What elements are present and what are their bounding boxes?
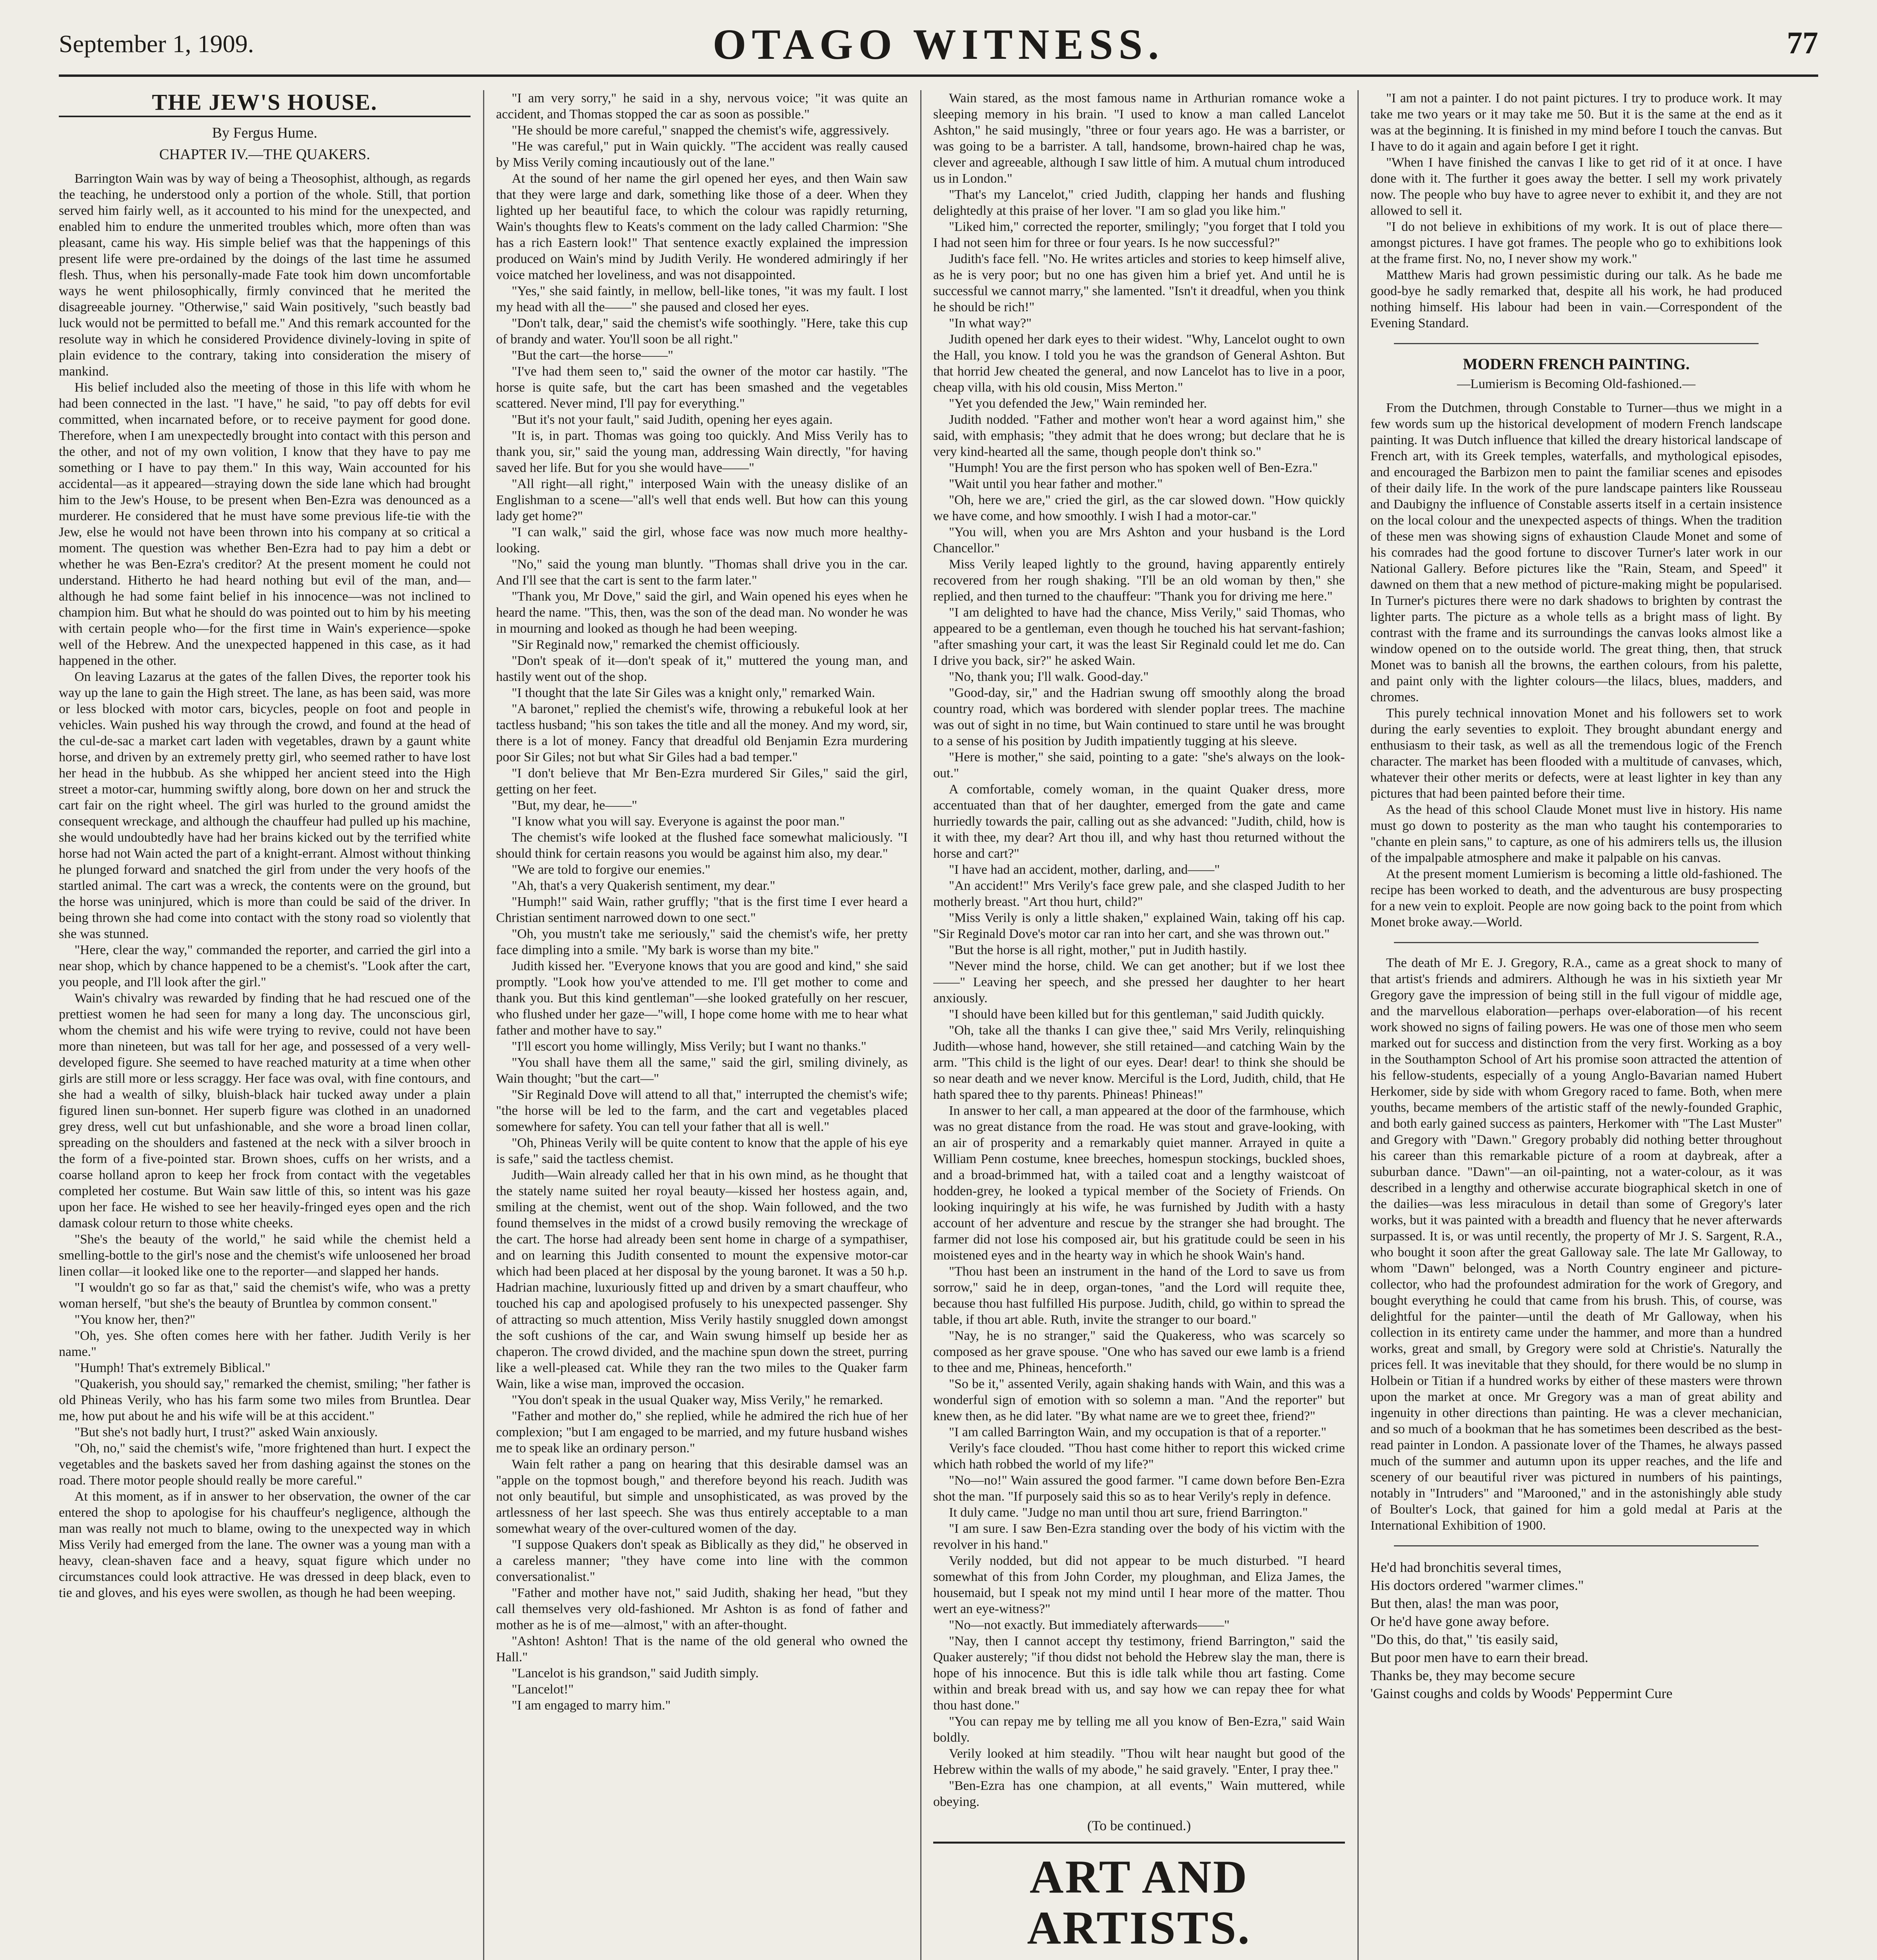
paragraph: "It is, in part. Thomas was going too quickly. And Miss Verily has to thank you, sir," said the young man, addressing Wain directly, "for having saved her life. But for you she would have——" bbox=[496, 428, 908, 475]
paragraph: "You can repay me by telling me all you know of Ben-Ezra," said Wain boldly. bbox=[933, 1714, 1345, 1745]
paragraph: This purely technical innovation Monet and his followers set to work during the early seventies to exploit. They brought abundant energy and enthusiasm to their task, as well as all the tremendous logic of the French character. The market has been flooded with a multitude of canvases, which, whatever their other merits or defects, were at least lighter in key than any pictures that had been painted before their time. bbox=[1370, 706, 1782, 801]
column-divider bbox=[1357, 90, 1359, 1960]
paragraph: "I'll escort you home willingly, Miss Verily; but I want no thanks." bbox=[512, 1039, 867, 1054]
newspaper-title: OTAGO WITNESS. bbox=[712, 20, 1165, 68]
paragraph: "Father and mother have not," said Judith, shaking her head, "but they call themselves very old-fashioned. Mr Ashton is as fond of father and mother as he is of me—almost," with an after-thought. bbox=[496, 1586, 908, 1632]
paragraph: "Ben-Ezra has one champion, at all events," Wain muttered, while obeying. bbox=[933, 1779, 1345, 1809]
paragraph: "Oh, take all the thanks I can give thee," said Mrs Verily, relinquishing Judith—whose hand, however, she still retained—and catching Wain by the arm. "This child is the light of our eyes. Dear! dear! to think she should be so near death and we never know. Merciful is the Lord, Judith, child, that He hath spared thee to thy parents. Phineas! Phineas!" bbox=[933, 1023, 1345, 1102]
section-rule bbox=[1394, 942, 1759, 943]
paragraph: "I don't believe that Mr Ben-Ezra murdered Sir Giles," said the girl, getting on her feet. bbox=[496, 766, 908, 797]
paragraph: "He was careful," put in Wain quickly. "The accident was really caused by Miss Verily coming incautiously out of the lane." bbox=[496, 139, 908, 170]
story-author: By Fergus Hume. bbox=[212, 125, 318, 141]
poem-line: But poor men have to earn their bread. bbox=[1370, 1650, 1588, 1665]
paragraph: As the head of this school Claude Monet must live in history. His name must go down to posterity as the man who taught his contemporaries to "chante en plein sans," to capture, as one of his admirers tells us, the illusion of the impalpable atmosphere and make it palpable on his canvas. bbox=[1370, 802, 1782, 865]
paragraph: "Here is mother," she said, pointing to a gate: "she's always on the look-out." bbox=[933, 750, 1345, 780]
paragraph: "No, thank you; I'll walk. Good-day." bbox=[949, 670, 1149, 684]
paragraph: "Yes," she said faintly, in mellow, bell-like tones, "it was my fault. I lost my head with all the——" she paused and closed her eyes. bbox=[496, 284, 908, 314]
paragraph: "Miss Verily is only a little shaken," explained Wain, taking off his cap. "Sir Reginald Dove's motor car ran into her cart, and she was thrown out." bbox=[933, 911, 1345, 941]
to-be-continued: (To be continued.) bbox=[1087, 1818, 1191, 1833]
paragraph: "Nay, then I cannot accept thy testimony, friend Barrington," said the Quaker austerely; "if thou didst not behold the Hebrew slay the man, there is hope of his innocence. But this is idle talk while thou art fasting. Come within and break bread with us, and say how we can repay thee for what thou hast done." bbox=[933, 1634, 1345, 1713]
paragraph: Judith—Wain already called her that in his own mind, as he thought that the stately name suited her royal beauty—kissed her hostess again, and, smiling at the chemist, went out of the shop. Wain followed, and the two found themselves in the midst of a crowd busily removing the wreckage of the cart. The horse had already been sent home in charge of a sympathiser, and on learning this Judith consented to mount the expensive motor-car which had been placed at her disposal by the young baronet. It was a 50 h.p. Hadrian machine, luxuriously fitted up and driven by a smart chauffeur, who touched his cap and apologised profusely to his unexpected passenger. Shy of attracting so much attention, Miss Verily hastily snuggled down amongst the soft cushions of the car, and Wain swung himself up beside her as chaperon. The crowd divided, and the machine spun down the street, purring like a well-pleased cat. While they ran the two miles to the Quaker farm Wain, like a wise man, improved the occasion. bbox=[496, 1168, 908, 1391]
paragraph: "I should have been killed but for this gentleman," said Judith quickly. bbox=[949, 1007, 1325, 1022]
paragraph: "She's the beauty of the world," he said while the chemist held a smelling-bottle to the girl's nose and the chemist's wife unloosened her broad linen collar—it looked like one to the reporter—and slapped her hands. bbox=[59, 1232, 471, 1279]
paragraph: Barrington Wain was by way of being a Theosophist, although, as regards the teaching, he understood only a portion of the whole. Still, that portion served him fairly well, as it accounted to his mind for the unexpected, and enabled him to endure the unmerited troubles which, more often than was pleasant, came his way. His simple belief was that the happenings of this present life were pre-ordained by the doings of the last time he assumed flesh. Thus, when his personally-made Fate took him down uncomfortable ways he went philosophically, firmly convinced that he merited the disagreeable journey. "Otherwise," said Wain positively, "such beastly bad luck would not be permitted to befall me." And this remark accounted for the resolute way in which he considered Providence divinely-loving in spite of plain evidence to the contrary, taking into consideration the misery of mankind. bbox=[59, 171, 471, 379]
paragraph: "An accident!" Mrs Verily's face grew pale, and she clasped Judith to her motherly breast. "Art thou hurt, child?" bbox=[933, 878, 1345, 909]
poem-line: His doctors ordered "warmer climes." bbox=[1370, 1577, 1584, 1593]
paragraph: "No," said the young man bluntly. "Thomas shall drive you in the car. And I'll see that the cart is sent to the farm later." bbox=[496, 557, 908, 588]
paragraph: At the sound of her name the girl opened her eyes, and then Wain saw that they were large and dark, something like those of a deer. When they lighted up her beautiful face, to which the colour was rapidly returning, Wain's thoughts flew to Keats's comment on the lady called Charmion: "She has a rich Eastern look!" That sentence exactly explained the impression produced on Wain's mind by Judith Verily. He wondered admiringly if her voice matched her loveliness, and was not disappointed. bbox=[496, 171, 908, 282]
paragraph: His belief included also the meeting of those in this life with whom he had been connected in the last. "I have," he said, "to pay off debts for evil committed, when incarnated before, or to receive payment for good done. Therefore, when I am unexpectedly brought into contact with this person and the other, and not of my own volition, I know that they have to pay me something or I have to pay them." In this way, Wain accounted for his accidental—as it appeared—straying down the side lane which had brought him to the Jew's House, to be present when Ben-Ezra was denounced as a murderer. He considered that he must have some previous life-tie with the Jew, else he would not have been thrown into his company at so critical a moment. The question was whether Ben-Ezra had to pay him a debt or whether he was Ben-Ezra's creditor? At the present moment he could not understand. Hitherto he had heard nothing but evil of the man, and—although he had some faint belief in his innocence—was not inclined to champion him. But what he should do was pointed out to him by his meeting with certain people who—for the first time in Wain's experience—spoke well of the Hebrew. And the unexpected happened in this case, as it had happened in the other. bbox=[59, 380, 471, 668]
maris-body-2 bbox=[1370, 90, 1782, 331]
paragraph: "Sir Reginald Dove will attend to all that," interrupted the chemist's wife; "the horse will be led to the farm, and the cart and vegetables placed somewhere for safety. You can tell your father that all is well." bbox=[496, 1087, 908, 1134]
paragraph: "Lancelot is his grandson," said Judith simply. bbox=[512, 1666, 759, 1681]
paragraph: "You will, when you are Mrs Ashton and your husband is the Lord Chancellor." bbox=[933, 525, 1345, 555]
paragraph: "No—not exactly. But immediately afterwards——" bbox=[949, 1618, 1230, 1632]
paragraph: At the present moment Lumierism is becoming a little old-fashioned. The recipe has been worked to death, and the adventurous are busy prospecting for a new vein to exploit. People are now going back to the point from which Monet broke away.—World. bbox=[1370, 867, 1782, 929]
paragraph: "Sir Reginald now," remarked the chemist officiously. bbox=[512, 637, 800, 652]
advert-poem bbox=[1370, 1558, 1782, 1702]
paragraph: "I do not believe in exhibitions of my work. It is out of place there—amongst pictures. I have got frames. The people who go to exhibitions look at the frame first. No, no, I never show my work." bbox=[1370, 220, 1782, 266]
paragraph: "Yet you defended the Jew," Wain reminded her. bbox=[949, 396, 1207, 411]
paragraph: A comfortable, comely woman, in the quaint Quaker dress, more accentuated than that of her daughter, emerged from the gate and came hurriedly towards the pair, calling out as she advanced: "Judith, child, how is it with thee, my dear? Art thou ill, and why hast thou returned without the horse and cart?" bbox=[933, 782, 1345, 861]
paragraph: "When I have finished the canvas I like to get rid of it at once. I have done with it. The further it goes away the better. I sell my work privately now. The people who buy have to agree never to exhibit it, and they are not allowed to sell it. bbox=[1370, 155, 1782, 218]
paragraph: The chemist's wife looked at the flushed face somewhat maliciously. "I should think for certain reasons you would be against him also, my dear." bbox=[496, 830, 908, 861]
paragraph: "Oh, you mustn't take me seriously," said the chemist's wife, her pretty face dimpling into a smile. "My bark is worse than my bite." bbox=[496, 927, 908, 957]
story-body-2 bbox=[496, 90, 908, 1713]
paragraph: "In what way?" bbox=[949, 316, 1032, 330]
poem-line: But then, alas! the man was poor, bbox=[1370, 1595, 1559, 1611]
paragraph: "We are told to forgive our enemies." bbox=[512, 862, 710, 877]
paragraph: "Quakerish, you should say," remarked the chemist, smiling; "her father is old Phineas Verily, who has his farm some two miles from Bruntlea. Dear me, how put about he and his wife will be at this accident." bbox=[59, 1377, 471, 1423]
paragraph: "I know what you will say. Everyone is against the poor man." bbox=[512, 814, 845, 829]
paragraph: Miss Verily leaped lightly to the ground, having apparently entirely recovered from her rough shaking. "I'll be an old woman by then," she replied, and then turned to the chauffeur: "Thank you for driving me here." bbox=[933, 557, 1345, 604]
paragraph: "So be it," assented Verily, again shaking hands with Wain, and this was a wonderful sign of emotion with so solemn a man. "And the reporter" but knew then, as he did later. "By what name are we to greet thee, friend?" bbox=[933, 1377, 1345, 1423]
paragraph: "Humph! You are the first person who has spoken well of Ben-Ezra." bbox=[949, 461, 1318, 475]
masthead bbox=[59, 16, 1818, 74]
french-article-subtitle: —Lumierism is Becoming Old-fashioned.— bbox=[1457, 377, 1696, 391]
paragraph: "I am sure. I saw Ben-Ezra standing over the body of his victim with the revolver in his hand." bbox=[933, 1521, 1345, 1552]
paragraph: Verily's face clouded. "Thou hast come hither to report this wicked crime which hath robbed the world of my life?" bbox=[933, 1441, 1345, 1472]
paragraph: At this moment, as if in answer to her observation, the owner of the car entered the shop to apologise for his chauffeur's negligence, although the man was really not much to blame, owing to the unexpected way in which Miss Verily had emerged from the lane. The owner was a young man with a heavy, clean-shaven face and a heavy, squat figure which under no circumstances could look attractive. He was dressed in deep black, even to tie and gloves, and his eyes were swollen, as though he had been weeping. bbox=[59, 1489, 471, 1600]
paragraph: Wain felt rather a pang on hearing that this desirable damsel was an "apple on the topmost bough," and therefore beyond his reach. Judith was not only beautiful, but simple and unsophisticated, as was proved by the artlessness of her last speech. She was thus entirely acceptable to a man somewhat weary of the over-cultured women of the day. bbox=[496, 1457, 908, 1536]
paragraph: "I suppose Quakers don't speak as Biblically as they did," he observed in a careless manner; "they have come into line with the common conversationalist." bbox=[496, 1537, 908, 1584]
paragraph: "I am called Barrington Wain, and my occupation is that of a reporter." bbox=[949, 1425, 1326, 1439]
paragraph: "Thank you, Mr Dove," said the girl, and Wain opened his eyes when he heard the name. "This, then, was the son of the dead man. No wonder he was in mourning and looked as though he had been weeping. bbox=[496, 589, 908, 636]
story-body-1 bbox=[59, 171, 471, 1601]
paragraph: "Nay, he is no stranger," said the Quakeress, who was scarcely so composed as her grave spouse. "One who has saved our ewe lamb is a friend to thee and me, Phineas, henceforth." bbox=[933, 1328, 1345, 1375]
paragraph: "I am delighted to have had the chance, Miss Verily," said Thomas, who appeared to be a gentleman, even though he touched his hat servant-fashion; "after smashing your cart, it was the least Sir Reginald could let me do. Can I drive you back, sir?" he asked Wain. bbox=[933, 605, 1345, 668]
paragraph: "You don't speak in the usual Quaker way, Miss Verily," he remarked. bbox=[512, 1393, 883, 1407]
paragraph: "Oh, Phineas Verily will be quite content to know that the apple of his eye is safe," said the tactless chemist. bbox=[496, 1136, 908, 1166]
paragraph: "Wait until you hear father and mother." bbox=[949, 477, 1163, 491]
paragraph: It duly came. "Judge no man until thou art sure, friend Barrington." bbox=[949, 1505, 1308, 1520]
column-1 bbox=[59, 90, 471, 1960]
masthead-rule bbox=[59, 74, 1818, 77]
paragraph: "Good-day, sir," and the Hadrian swung off smoothly along the broad country road, which was bordered with slender poplar trees. The machine was out of sight in no time, but Wain continued to stare until he was brought to a sense of his position by Judith impatiently tugging at his sleeve. bbox=[933, 686, 1345, 748]
paragraph: "But the cart—the horse——" bbox=[512, 348, 674, 363]
paragraph: Wain stared, as the most famous name in Arthurian romance woke a sleeping memory in his brain. "I used to know a man called Lancelot Ashton," he said musingly, "three or four years ago. He was a barrister, or was going to be a barrister. A tall, handsome, brown-haired chap he was, clever and agreeable, although I saw little of him. A mutual chum introduced us in London." bbox=[933, 91, 1345, 186]
paragraph: "I've had them seen to," said the owner of the motor car hastily. "The horse is quite safe, but the cart has been smashed and the vegetables scattered. Never mind, I'll pay for everything." bbox=[496, 364, 908, 411]
paragraph: "But the horse is all right, mother," put in Judith hastily. bbox=[949, 943, 1247, 957]
paragraph: "Lancelot!" bbox=[512, 1682, 574, 1697]
paragraph: Verily nodded, but did not appear to be much disturbed. "I heard somewhat of this from John Corder, my ploughman, and Eliza James, the housemaid, but I speak not my mind until I hear more of the matter. Thou wert an eye-witness?" bbox=[933, 1553, 1345, 1616]
paragraph: "Humph! That's extremely Biblical." bbox=[74, 1361, 271, 1375]
story-title: THE JEW'S HOUSE. bbox=[59, 94, 471, 117]
paragraph: "But it's not your fault," said Judith, opening her eyes again. bbox=[512, 412, 833, 427]
paragraph: "Don't speak of it—don't speak of it," muttered the young man, and hastily went out of the shop. bbox=[496, 653, 908, 684]
column-divider bbox=[920, 90, 921, 1960]
section-rule bbox=[1394, 1545, 1759, 1546]
paragraph: "Oh, yes. She often comes here with her father. Judith Verily is her name." bbox=[59, 1328, 471, 1359]
paragraph: Matthew Maris had grown pessimistic during our talk. As he bade me good-bye he sadly remarked that, despite all his work, he had produced nothing himself. His labour had been in vain.—Correspondent of the Evening Standard. bbox=[1370, 268, 1782, 330]
paragraph: "But, my dear, he——" bbox=[512, 798, 638, 813]
paragraph: Judith kissed her. "Everyone knows that you are good and kind," she said promptly. "Look how you've attended to me. I'll get mother to come and thank you. But this kind gentleman"—she looked gratefully on her rescuer, who flushed under her gaze—"will, I hope come home with me to hear what father and mother have to say." bbox=[496, 959, 908, 1038]
paragraph: Judith's face fell. "No. He writes articles and stories to keep himself alive, as he is very poor; but no one has given him a brief yet. And until he is successful we cannot marry," she lamented. "Isn't it dreadful, when you think he should be rich!" bbox=[933, 252, 1345, 314]
paragraph: "Never mind the horse, child. We can get another; but if we lost thee——" Leaving her speech, and she pressed her daughter to her heart anxiously. bbox=[933, 959, 1345, 1005]
french-body bbox=[1370, 400, 1782, 930]
paragraph: "Oh, no," said the chemist's wife, "more frightened than hurt. I expect the vegetables and the baskets saved her from dashing against the stones on the road. There motor people should really be more careful." bbox=[59, 1441, 471, 1488]
paragraph: "You know her, then?" bbox=[74, 1312, 196, 1327]
paragraph: "I can walk," said the girl, whose face was now much more healthy-looking. bbox=[496, 525, 908, 555]
poem-line: "Do this, do that," 'tis easily said, bbox=[1370, 1632, 1558, 1647]
poem-line: He'd had bronchitis several times, bbox=[1370, 1559, 1562, 1575]
poem-line: Or he'd have gone away before. bbox=[1370, 1613, 1550, 1629]
paragraph: "He should be more careful," snapped the chemist's wife, aggressively. bbox=[512, 123, 889, 138]
french-article-title: MODERN FRENCH PAINTING. bbox=[1463, 355, 1690, 373]
paragraph: "You shall have them all the same," said the girl, smiling divinely, as Wain thought; "but the cart—" bbox=[496, 1055, 908, 1086]
column-4 bbox=[1370, 90, 1782, 1960]
paragraph: "I have had an accident, mother, darling, and——" bbox=[949, 862, 1220, 877]
paragraph: "I am very sorry," he said in a shy, nervous voice; "it was quite an accident, and Thomas stopped the car as soon as possible." bbox=[496, 91, 908, 122]
paragraph: Verily looked at him steadily. "Thou wilt hear naught but good of the Hebrew within the walls of my abode," he said gravely. "Enter, I pray thee." bbox=[933, 1746, 1345, 1777]
paragraph: "I am engaged to marry him." bbox=[512, 1698, 671, 1713]
paragraph: "Liked him," corrected the reporter, smilingly; "you forget that I told you I had not seen him for three or four years. Is he now successful?" bbox=[933, 220, 1345, 250]
paragraph: "Here, clear the way," commanded the reporter, and carried the girl into a near shop, which by chance happened to be a chemist's. "Look after the cart, you people, and I'll look after the girl." bbox=[59, 943, 471, 989]
paragraph: "That's my Lancelot," cried Judith, clapping her hands and flushing delightedly at this praise of her lover. "I am so glad you like him." bbox=[933, 187, 1345, 218]
paragraph: In answer to her call, a man appeared at the door of the farmhouse, which was no great distance from the road. He was stout and grave-looking, with an air of prosperity and a remarkably quiet manner. Arrayed in quite a William Penn costume, knee breeches, homespun stockings, buckled shoes, and a broad-brimmed hat, with a tailed coat and a lengthy waistcoat of hodden-grey, he looked a typical member of the Society of Friends. On looking inquiringly at his wife, he was furnished by Judith with a hasty account of her adventure and rescue by the stranger she had brought. The farmer did not lose his composed air, but his gratitude could be seen in his moistened eyes and in the hearty way in which he shook Wain's hand. bbox=[933, 1103, 1345, 1263]
poem-line: Thanks be, they may become secure bbox=[1370, 1668, 1575, 1683]
section-rule bbox=[1394, 343, 1759, 344]
page-number: 77 bbox=[1787, 26, 1818, 60]
story-header bbox=[59, 90, 471, 163]
paragraph: From the Dutchmen, through Constable to Turner—thus we might in a few words sum up the historical development of modern French landscape painting. It was Dutch influence that killed the dreary historical landscape of French art, with its Greek temples, waterfalls, and mythological episodes, and encouraged the Barbizon men to paint the familiar scenes and episodes of their daily life. In the work of the pure landscape painters like Rousseau and Daubigny the influence of Constable asserts itself in a certain insistence on the local colour and the unexpected aspects of things. When the tradition of these men was showing signs of exhaustion Claude Monet and some of his comrades had the good fortune to discover Turner's later work in our National Gallery. Before pictures like the "Rain, Steam, and Speed" it dawned on them that a new method of picture-making might be popularised. In Turner's pictures there were no dark shadows to brighten by contrast the lighter parts. The picture as a whole tells as a bright mass of light. By contrast with the frame and its surroundings the canvas looks almost like a window opened on to the outside world. The great thing, then, that struck Monet was to banish all the browns, the earthen colours, from his palette, and paint only with the lighter colours—the lilacs, blues, madders, and chromes. bbox=[1370, 401, 1782, 704]
poem-line: 'Gainst coughs and colds by Woods' Peppermint Cure bbox=[1370, 1686, 1673, 1701]
paragraph: "No—no!" Wain assured the good farmer. "I came down before Ben-Ezra shot the man. "If purposely said this so as to hear Verily's reply in defence. bbox=[933, 1473, 1345, 1504]
column-divider bbox=[483, 90, 484, 1960]
paragraph: "Ah, that's a very Quakerish sentiment, my dear." bbox=[512, 878, 776, 893]
column-3 bbox=[933, 90, 1345, 1960]
paragraph: "I wouldn't go so far as that," said the chemist's wife, who was a pretty woman herself, "but she's the beauty of Bruntlea by common consent." bbox=[59, 1280, 471, 1311]
paragraph: "I am not a painter. I do not paint pictures. I try to produce work. It may take me two years or it may take me 50. But it is the same at the end as it was at the beginning. It is finished in my mind before I touch the canvas. But I have to do it again and again before I get it right. bbox=[1370, 91, 1782, 154]
art-section-heading: ART AND ARTISTS. bbox=[933, 1842, 1345, 1960]
paragraph: "All right—all right," interposed Wain with the uneasy dislike of an Englishman to a scene—"all's well that ends well. But how can this young lady get home?" bbox=[496, 477, 908, 523]
gregory-body bbox=[1370, 955, 1782, 1534]
paragraph: "Thou hast been an instrument in the hand of the Lord to save us from sorrow," said he in deep, organ-tones, "and the Lord will requite thee, because thou hast fulfilled His purpose. Judith, child, go within to spread the table, if thou art able. Ruth, invite the stranger to our board." bbox=[933, 1264, 1345, 1327]
issue-date: September 1, 1909. bbox=[59, 30, 254, 58]
column-2 bbox=[496, 90, 908, 1960]
paragraph: "I thought that the late Sir Giles was a knight only," remarked Wain. bbox=[512, 686, 875, 700]
paragraph: "A baronet," replied the chemist's wife, throwing a rebukeful look at her tactless husband; "his son takes the title and all the money. And my word, sir, there is a lot of money. Fancy that dreadful old Benjamin Ezra murdering poor Sir Giles; not but what Sir Giles had a bad temper." bbox=[496, 702, 908, 764]
paragraph: "Don't talk, dear," said the chemist's wife soothingly. "Here, take this cup of brandy and water. You'll soon be all right." bbox=[496, 316, 908, 347]
paragraph: "Ashton! Ashton! That is the name of the old general who owned the Hall." bbox=[496, 1634, 908, 1664]
story-body-3 bbox=[933, 90, 1345, 1810]
paragraph: On leaving Lazarus at the gates of the fallen Dives, the reporter took his way up the lane to gain the High street. The lane, as has been said, was more or less blocked with motor cars, bicycles, people on foot and people in vehicles. Wain pushed his way through the crowd, and found at the head of the cul-de-sac a market cart laden with vegetables, drawn by a gaunt white horse, and driven by an extremely pretty girl, who seemed rather to have lost her head in the hubbub. As she whipped her ancient steed into the High street a motor-car, humming swiftly along, bore down on her and struck the cart fair on the right wheel. The girl was hurled to the ground amidst the consequent wreckage, and although the chauffeur had pulled up his machine, she would undoubtedly have had her brains kicked out by the terrified white horse had not Wain acted the part of a knight-errant. Almost without thinking he plunged forward and snatched the girl from under the very hoofs of the startled animal. The cart was a wreck, the contents were on the ground, but the horse was uninjured, which is more than could be said of the driver. In being thrown she had come into contact with the stony road so violently that she was stunned. bbox=[59, 670, 471, 941]
paragraph: "Father and mother do," she replied, while he admired the rich hue of her complexion; "but I am engaged to be married, and my future husband wishes me to speak like an ordinary person." bbox=[496, 1409, 908, 1455]
paragraph: The death of Mr E. J. Gregory, R.A., came as a great shock to many of that artist's friends and admirers. Although he was in his sixtieth year Mr Gregory gave the impression of being still in the full vigour of middle age, and the marvellous elaboration—perhaps over-elaboration—of his recent work showed no signs of failing powers. He was one of those men who seem marked out for success and distinction from the very first. Working as a boy in the Southampton School of Art his promise soon attracted the attention of his fellow-students, especially of a young Anglo-Bavarian named Hubert Herkomer, side by side with whom Gregory raced to fame. Both, when mere youths, became members of the artistic staff of the newly-founded Graphic, and both early gained success as painters, Herkomer with "The Last Muster" and Gregory with "Dawn." Gregory probably did nothing better throughout his career than this remarkable picture of a room at daybreak, after a suburban dance. "Dawn"—an oil-painting, not a water-colour, as it was described in a lengthy and otherwise accurate biographical sketch in one of the dailies—was less miraculous in detail than some of Gregory's later works, but it was painted with a breadth and fluency that he never afterwards surpassed. It is, or was until recently, the property of Mr J. S. Sargent, R.A., who bought it soon after the great Galloway sale. The late Mr Galloway, to whom "Dawn" belonged, was a North Country engineer and picture-collector, who had the profoundest admiration for the work of Gregory, and bought everything he could that came from his brush. This, of course, was delightful for the painter—until the death of Mr Galloway, when his collection in its entirety came under the hammer, and more than a hundred works, great and small, by Gregory were sold at Christie's. Naturally the prices fell. It was inevitable that they should, for there would be no slump in Holbein or Titian if a hundred works by either of these masters were thrown upon the market at once. Mr Gregory was a man of great ability and ingenuity in other directions than painting. He was a clever mechanician, and so much of a bookman that he has sometimes been described as the best-read painter in London. A passionate lover of the Thames, he always passed much of the summer and autumn upon its upper reaches, and the life and scenery of our beautiful river was pictured in numbers of his paintings, notably in "Intruders" and "Marooned," and in the astonishingly able study of Boulter's Lock, that gained for him a gold medal at Paris at the International Exhibition of 1900. bbox=[1370, 956, 1782, 1533]
chapter-heading: CHAPTER IV.—THE QUAKERS. bbox=[159, 146, 370, 163]
paragraph: "Oh, here we are," cried the girl, as the car slowed down. "How quickly we have come, and how smoothly. I wish I had a motor-car." bbox=[933, 493, 1345, 523]
paragraph: Wain's chivalry was rewarded by finding that he had rescued one of the prettiest women he had seen for many a long day. The unconscious girl, whom the chemist and his wife were trying to revive, could not have been more than nineteen, but was tall for her age, and possessed of a very well-developed figure. She seemed to have reached maturity at a time when other girls are still more or less scraggy. Her face was oval, with fine contours, and she had a wealth of silky, bluish-black hair tucked away under a plain figured linen sun-bonnet. Her superb figure was clothed in an unadorned grey dress, well cut but unfashionable, and she wore a broad linen collar, spreading on the shoulders and fastened at the neck with a silver brooch in the form of a five-pointed star. Brown shoes, cuffs on her wrists, and a coarse holland apron to keep her frock from contact with the vegetables completed her costume. But Wain saw little of this, so intent was his gaze upon her face. He wished to see her heavily-fringed eyes open and the rich damask colour return to those white cheeks. bbox=[59, 991, 471, 1230]
paragraph: Judith opened her dark eyes to their widest. "Why, Lancelot ought to own the Hall, you know. I told you he was the grandson of General Ashton. But that horrid Jew cheated the general, and now Lancelot has to live in a poor, cheap villa, with his old cousin, Miss Merton." bbox=[933, 332, 1345, 395]
paragraph: Judith nodded. "Father and mother won't hear a word against him," she said, with emphasis; "they admit that he does wrong; but declare that he is very kind-hearted all the same, though people don't think so." bbox=[933, 412, 1345, 459]
paragraph: "But she's not badly hurt, I trust?" asked Wain anxiously. bbox=[74, 1425, 378, 1439]
paragraph: "Humph!" said Wain, rather gruffly; "that is the first time I ever heard a Christian sentiment narrowed down to one sect." bbox=[496, 895, 908, 925]
